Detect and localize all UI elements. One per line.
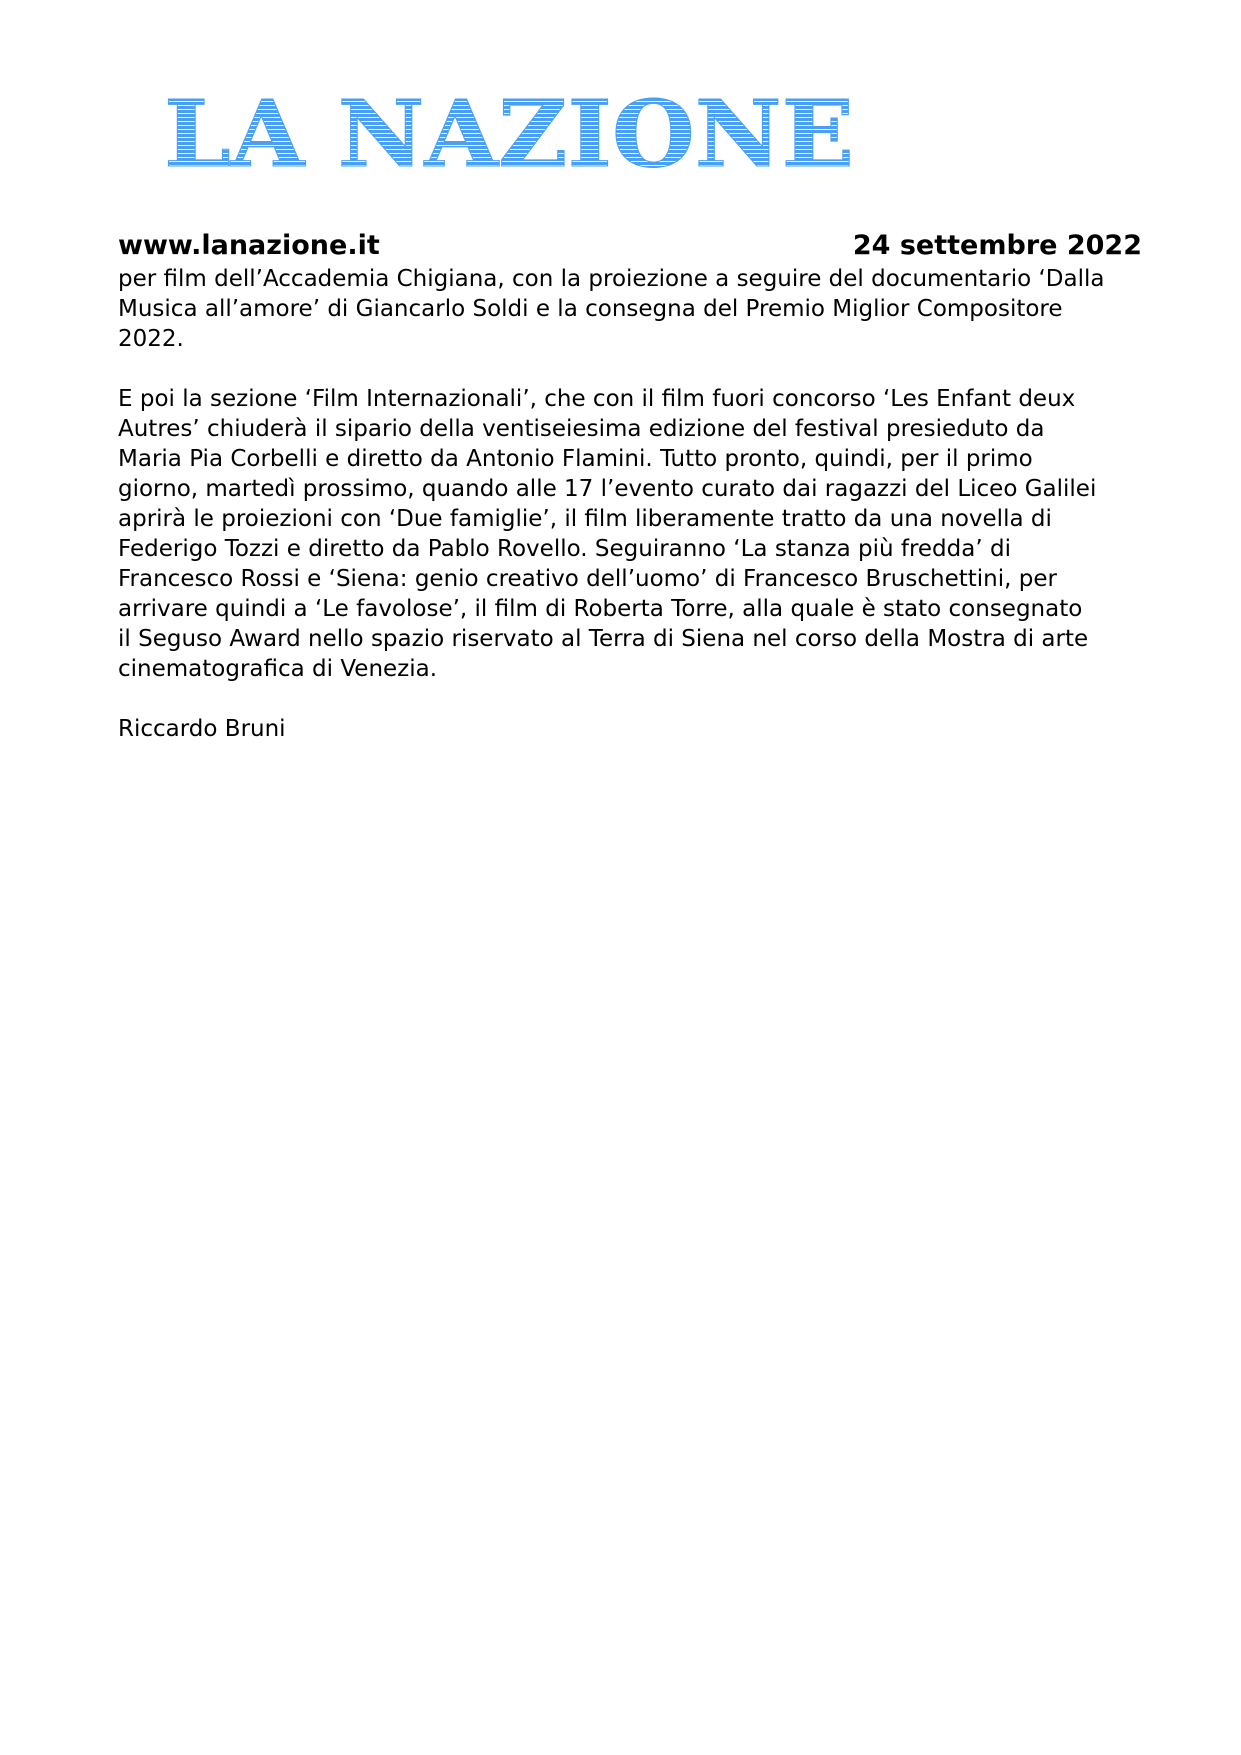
website-url: www.lanazione.it <box>118 230 380 261</box>
document-header <box>118 226 1150 266</box>
article-line: Maria Pia Corbelli e diretto da Antonio Flamini. Tutto pronto, quindi, per il primo <box>118 446 1033 472</box>
article-line: Autres’ chiuderà il sipario della ventiseiesima edizione del festival presieduto da <box>118 416 1045 442</box>
publication-date: 24 settembre 2022 <box>852 230 1142 261</box>
article-line: 2022. <box>118 326 184 352</box>
article-line: il Seguso Award nello spazio riservato al Terra di Siena nel corso della Mostra di arte <box>118 626 1089 652</box>
article-paragraph-2 <box>118 384 1168 684</box>
article-body <box>118 264 1168 744</box>
article-line: Federigo Tozzi e diretto da Pablo Rovello. Seguiranno ‘La stanza più fredda’ di <box>118 536 1011 562</box>
article-line: giorno, martedì prossimo, quando alle 17 l’evento curato dai ragazzi del Liceo Galilei <box>118 476 1097 502</box>
masthead-logo-text: LA NAZIONE <box>164 86 854 178</box>
article-paragraph-1 <box>118 264 1168 354</box>
article-author: Riccardo Bruni <box>118 716 286 742</box>
article-line: E poi la sezione ‘Film Internazionali’, che con il film fuori concorso ‘Les Enfant deux <box>118 386 1076 412</box>
article-line: cinematografica di Venezia. <box>118 656 438 682</box>
paragraph-gap <box>118 354 1168 384</box>
article-line: Musica all’amore’ di Giancarlo Soldi e la consegna del Premio Miglior Compositore <box>118 296 1063 322</box>
masthead-logo-graphic <box>164 86 854 178</box>
paragraph-gap <box>118 684 1168 714</box>
article-line: aprirà le proiezioni con ‘Due famiglie’, il film liberamente tratto da una novella di <box>118 506 1052 532</box>
article-line: per film dell’Accademia Chigiana, con la proiezione a seguire del documentario ‘Dalla <box>118 266 1105 292</box>
article-line: Francesco Rossi e ‘Siena: genio creativo dell’uomo’ di Francesco Bruschettini, per <box>118 566 1057 592</box>
newspaper-masthead-logo <box>164 86 854 178</box>
article-line: arrivare quindi a ‘Le favolose’, il film di Roberta Torre, alla quale è stato consegnato <box>118 596 1083 622</box>
